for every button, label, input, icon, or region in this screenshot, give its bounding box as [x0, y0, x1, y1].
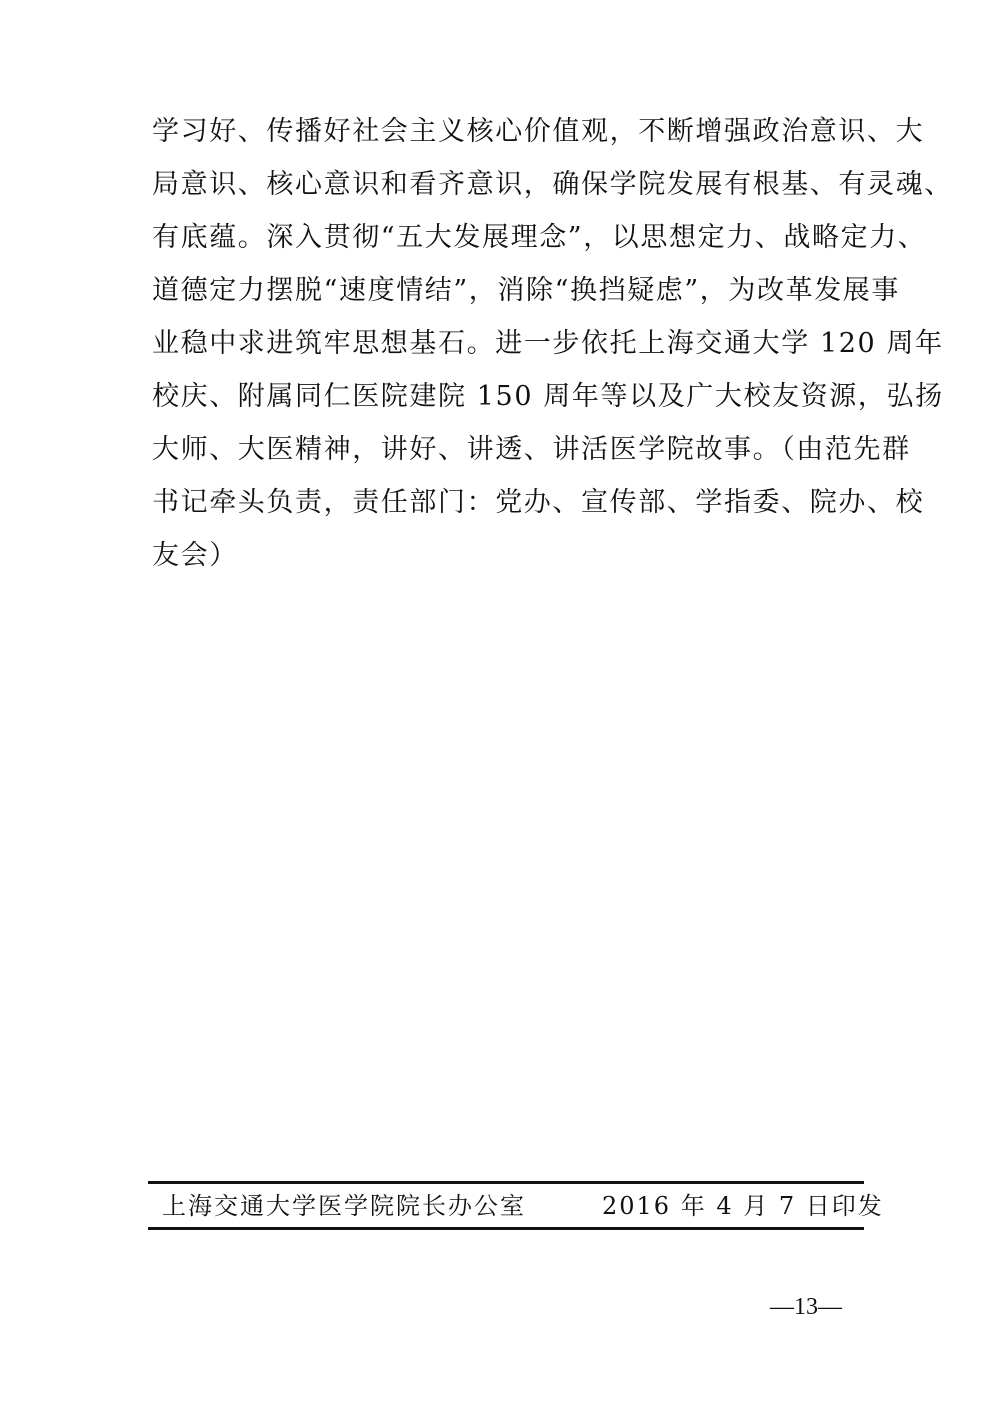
body-line: 大师、大医精神，讲好、讲透、讲活医学院故事。（由范先群: [152, 434, 911, 465]
page-number: —13—: [770, 1294, 842, 1320]
body-line: 校庆、附属同仁医院建院 150 周年等以及广大校友资源，弘扬: [152, 381, 944, 412]
body-paragraph: [152, 105, 953, 582]
body-line: 道德定力摆脱“速度情结”，消除“换挡疑虑”，为改革发展事: [152, 275, 901, 306]
issue-date: 2016 年 4 月 7 日印发: [602, 1192, 884, 1220]
issuing-office: 上海交通大学医学院院长办公室: [162, 1192, 526, 1220]
body-line: 友会）: [152, 540, 238, 571]
footer-top-rule: [148, 1181, 864, 1184]
body-line: 学习好、传播好社会主义核心价值观，不断增强政治意识、大: [152, 116, 925, 147]
footer-bottom-rule: [148, 1227, 864, 1230]
body-line: 业稳中求进筑牢思想基石。进一步依托上海交通大学 120 周年: [152, 328, 944, 359]
body-line: 书记牵头负责，责任部门：党办、宣传部、学指委、院办、校: [152, 487, 925, 518]
body-line: 有底蕴。深入贯彻“五大发展理念”，以思想定力、战略定力、: [152, 222, 927, 253]
body-line: 局意识、核心意识和看齐意识，确保学院发展有根基、有灵魂、: [152, 169, 953, 200]
